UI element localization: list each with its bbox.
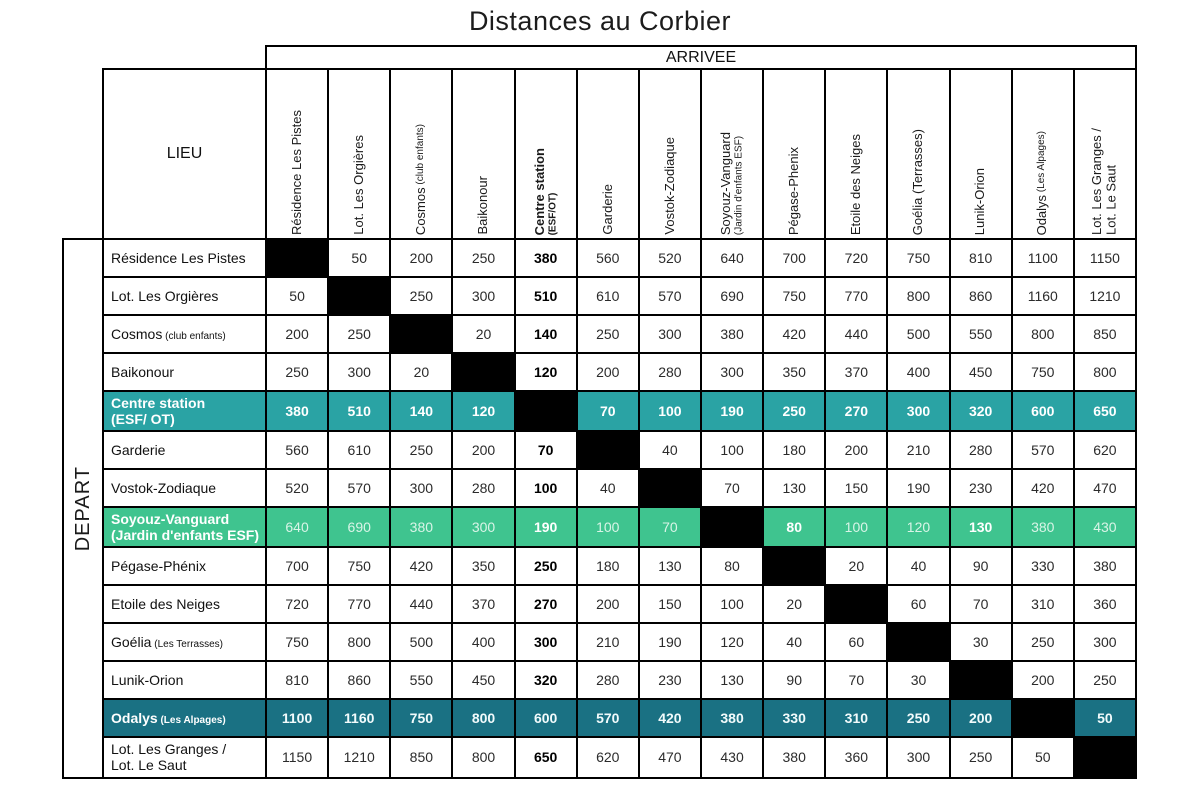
distance-cell: 720 [825, 239, 887, 277]
distance-cell: 200 [390, 239, 452, 277]
distance-cell: 100 [701, 431, 763, 469]
distance-cell: 350 [763, 353, 825, 391]
diagonal-cell [452, 353, 514, 391]
table-row-etoile-des-neiges [63, 585, 1136, 623]
distance-cell: 130 [639, 547, 701, 585]
distance-cell: 70 [515, 431, 577, 469]
distance-cell: 200 [266, 315, 328, 353]
distance-cell: 370 [452, 585, 514, 623]
row-label-soyouz-vanguard: Soyouz-Vanguard (Jardin d'enfants ESF) [103, 507, 266, 547]
distance-cell: 280 [950, 431, 1012, 469]
col-header-label: Résidence Les Pistes [288, 109, 304, 235]
diagonal-cell [825, 585, 887, 623]
col-header-label: Centre station (ESF/OT) [531, 147, 559, 235]
row-label-etoile-des-neiges: Etoile des Neiges [103, 585, 266, 623]
distance-cell: 300 [452, 507, 514, 547]
distance-cell: 300 [515, 623, 577, 661]
col-header-lot-les-granges [1074, 69, 1136, 239]
distance-cell: 770 [328, 585, 390, 623]
diagonal-cell [328, 277, 390, 315]
col-header-label: Soyouz-Vanguard (Jardin d'enfants ESF) [718, 131, 745, 235]
row-label-garderie: Garderie [103, 431, 266, 469]
distance-cell: 190 [887, 469, 949, 507]
col-header-label: Garderie [599, 184, 615, 235]
col-header-lunik-orion [950, 69, 1012, 239]
distance-cell: 470 [639, 737, 701, 777]
distance-cell: 1160 [328, 699, 390, 737]
distance-cell: 440 [390, 585, 452, 623]
distance-cell: 80 [701, 547, 763, 585]
distance-cell: 20 [825, 547, 887, 585]
distance-cell: 90 [763, 661, 825, 699]
distance-cell: 450 [452, 661, 514, 699]
distance-cell: 30 [950, 623, 1012, 661]
distance-cell: 190 [515, 507, 577, 547]
col-header-label: Lunik-Orion [972, 167, 988, 235]
distance-cell: 310 [825, 699, 887, 737]
distance-cell: 610 [328, 431, 390, 469]
distance-cell: 30 [887, 661, 949, 699]
distance-cell: 610 [577, 277, 639, 315]
row-label-r-sidence-les-pistes: Résidence Les Pistes [103, 239, 266, 277]
distance-cell: 230 [639, 661, 701, 699]
diagonal-cell [701, 507, 763, 547]
col-header-label: Odalys (Les Alpages) [1034, 130, 1050, 235]
distance-cell: 120 [887, 507, 949, 547]
arrivee-header: ARRIVEE [266, 46, 1136, 69]
distance-cell: 150 [639, 585, 701, 623]
row-label-odalys: Odalys (Les Alpages) [103, 699, 266, 737]
table-row-centre-station [63, 391, 1136, 431]
distance-cell: 640 [266, 507, 328, 547]
distance-cell: 750 [266, 623, 328, 661]
distance-cell: 640 [701, 239, 763, 277]
distance-cell: 300 [452, 277, 514, 315]
distance-cell: 130 [763, 469, 825, 507]
table-row-go-lia [63, 623, 1136, 661]
distance-cell: 750 [328, 547, 390, 585]
table-row-odalys [63, 699, 1136, 737]
row-label-go-lia: Goélia (Les Terrasses) [103, 623, 266, 661]
distance-cell: 550 [950, 315, 1012, 353]
distance-cell: 1150 [1074, 239, 1136, 277]
distance-cell: 700 [763, 239, 825, 277]
distance-cell: 550 [390, 661, 452, 699]
distance-cell: 350 [452, 547, 514, 585]
distance-cell: 200 [452, 431, 514, 469]
distance-cell: 570 [328, 469, 390, 507]
distance-cell: 20 [763, 585, 825, 623]
distance-cell: 130 [950, 507, 1012, 547]
col-header-go-lia-terrasses [887, 69, 949, 239]
distance-cell: 180 [577, 547, 639, 585]
distance-cell: 380 [266, 391, 328, 431]
row-label-lot-les-granges: Lot. Les Granges / Lot. Le Saut [103, 737, 266, 777]
distance-cell: 690 [328, 507, 390, 547]
distance-cell: 50 [1012, 737, 1074, 777]
distance-cell: 330 [1012, 547, 1074, 585]
distance-cell: 200 [577, 585, 639, 623]
distance-cell: 280 [639, 353, 701, 391]
distance-cell: 130 [701, 661, 763, 699]
distance-cell: 300 [887, 737, 949, 777]
distance-cell: 800 [328, 623, 390, 661]
diagonal-cell [1074, 737, 1136, 777]
distance-cell: 420 [639, 699, 701, 737]
table-row-r-sidence-les-pistes [63, 239, 1136, 277]
distance-cell: 300 [639, 315, 701, 353]
distance-cell: 650 [515, 737, 577, 777]
col-header-label: Lot. Les Orgières [350, 135, 366, 235]
col-header-label: Etoile des Neiges [848, 133, 864, 235]
distance-cell: 200 [577, 353, 639, 391]
distance-cell: 810 [266, 661, 328, 699]
distance-cell: 70 [950, 585, 1012, 623]
page-title: Distances au Corbier [468, 6, 732, 36]
distance-cell: 420 [390, 547, 452, 585]
distance-cell: 140 [390, 391, 452, 431]
table-row-lunik-orion [63, 661, 1136, 699]
diagonal-cell [1012, 699, 1074, 737]
distance-cell: 800 [452, 699, 514, 737]
distance-cell: 700 [266, 547, 328, 585]
distance-cell: 120 [452, 391, 514, 431]
distance-cell: 380 [1074, 547, 1136, 585]
distance-cell: 1210 [328, 737, 390, 777]
distance-cell: 500 [887, 315, 949, 353]
distance-cell: 60 [887, 585, 949, 623]
distance-cell: 90 [950, 547, 1012, 585]
col-header-label: Pégase-Phenix [785, 146, 801, 235]
distance-cell: 250 [328, 315, 390, 353]
distance-cell: 120 [515, 353, 577, 391]
distance-cell: 600 [515, 699, 577, 737]
diagonal-cell [390, 315, 452, 353]
distance-cell: 320 [515, 661, 577, 699]
distance-cell: 520 [639, 239, 701, 277]
col-header-p-gase-phenix [763, 69, 825, 239]
distance-cell: 360 [825, 737, 887, 777]
distance-cell: 70 [639, 507, 701, 547]
distance-cell: 1100 [266, 699, 328, 737]
distance-cell: 570 [639, 277, 701, 315]
lieu-header: LIEU [103, 69, 266, 239]
col-header-lot-les-orgi-res [328, 69, 390, 239]
distance-cell: 190 [639, 623, 701, 661]
distance-cell: 470 [1074, 469, 1136, 507]
distance-cell: 800 [1012, 315, 1074, 353]
table-row-baikonour [63, 353, 1136, 391]
distance-cell: 750 [763, 277, 825, 315]
distance-cell: 100 [639, 391, 701, 431]
distance-cell: 250 [515, 547, 577, 585]
distance-cell: 510 [328, 391, 390, 431]
distance-cell: 560 [577, 239, 639, 277]
distance-cell: 430 [1074, 507, 1136, 547]
distance-cell: 270 [825, 391, 887, 431]
distance-cell: 20 [390, 353, 452, 391]
distance-cell: 250 [763, 391, 825, 431]
diagonal-cell [266, 239, 328, 277]
depart-header [63, 239, 103, 778]
diagonal-cell [577, 431, 639, 469]
distance-cell: 380 [1012, 507, 1074, 547]
distance-cell: 70 [825, 661, 887, 699]
distance-cell: 300 [390, 469, 452, 507]
distance-cell: 400 [887, 353, 949, 391]
distance-cell: 420 [763, 315, 825, 353]
distance-cell: 860 [328, 661, 390, 699]
distance-cell: 380 [390, 507, 452, 547]
distance-cell: 320 [950, 391, 1012, 431]
distance-cell: 200 [1012, 661, 1074, 699]
distance-cell: 180 [763, 431, 825, 469]
row-label-baikonour: Baikonour [103, 353, 266, 391]
table-row-lot-les-granges [63, 737, 1136, 777]
distance-cell: 620 [1074, 431, 1136, 469]
distance-cell: 310 [1012, 585, 1074, 623]
distance-cell: 850 [1074, 315, 1136, 353]
distance-cell: 250 [390, 431, 452, 469]
diagonal-cell [887, 623, 949, 661]
distance-cell: 380 [701, 699, 763, 737]
distance-cell: 70 [577, 391, 639, 431]
distance-cell: 520 [266, 469, 328, 507]
distance-cell: 120 [701, 623, 763, 661]
spacer-cell [63, 46, 266, 69]
distance-cell: 650 [1074, 391, 1136, 431]
col-header-r-sidence-les-pistes [266, 69, 328, 239]
diagonal-cell [950, 661, 1012, 699]
distance-cell: 80 [763, 507, 825, 547]
distance-cell: 230 [950, 469, 1012, 507]
distance-cell: 800 [887, 277, 949, 315]
distance-cell: 50 [328, 239, 390, 277]
distance-cell: 600 [1012, 391, 1074, 431]
distance-cell: 210 [887, 431, 949, 469]
distance-cell: 280 [577, 661, 639, 699]
distance-cell: 360 [1074, 585, 1136, 623]
distance-cell: 500 [390, 623, 452, 661]
distance-cell: 200 [950, 699, 1012, 737]
row-label-cosmos: Cosmos (club enfants) [103, 315, 266, 353]
distance-cell: 250 [1012, 623, 1074, 661]
distance-cell: 250 [950, 737, 1012, 777]
column-header-row [63, 69, 1136, 239]
col-header-centre-station [515, 69, 577, 239]
distance-cell: 370 [825, 353, 887, 391]
col-header-label: Goélia (Terrasses) [910, 128, 926, 235]
table-row-lot-les-orgi-res [63, 277, 1136, 315]
distance-cell: 150 [825, 469, 887, 507]
distance-cell: 200 [825, 431, 887, 469]
distance-cell: 860 [950, 277, 1012, 315]
distance-cell: 560 [266, 431, 328, 469]
distance-cell: 250 [577, 315, 639, 353]
row-label-p-gase-ph-nix: Pégase-Phénix [103, 547, 266, 585]
distance-cell: 100 [825, 507, 887, 547]
distance-cell: 300 [701, 353, 763, 391]
diagonal-cell [639, 469, 701, 507]
table-row-cosmos [63, 315, 1136, 353]
row-label-vostok-zodiaque: Vostok-Zodiaque [103, 469, 266, 507]
col-header-vostok-zodiaque [639, 69, 701, 239]
distance-cell: 100 [515, 469, 577, 507]
distance-cell: 20 [452, 315, 514, 353]
distance-cell: 420 [1012, 469, 1074, 507]
distance-cell: 720 [266, 585, 328, 623]
spacer-cell [63, 69, 103, 239]
table-row-garderie [63, 431, 1136, 469]
distance-cell: 800 [452, 737, 514, 777]
distance-cell: 70 [701, 469, 763, 507]
distance-cell: 1160 [1012, 277, 1074, 315]
distance-cell: 800 [1074, 353, 1136, 391]
distance-cell: 1100 [1012, 239, 1074, 277]
row-label-lot-les-orgi-res: Lot. Les Orgières [103, 277, 266, 315]
col-header-label: Cosmos (club enfants) [413, 123, 429, 235]
distance-cell: 40 [887, 547, 949, 585]
distance-cell: 50 [1074, 699, 1136, 737]
distance-cell: 270 [515, 585, 577, 623]
distance-cell: 100 [577, 507, 639, 547]
arrivee-row [63, 46, 1136, 69]
distance-cell: 60 [825, 623, 887, 661]
col-header-cosmos [390, 69, 452, 239]
col-header-garderie [577, 69, 639, 239]
row-label-lunik-orion: Lunik-Orion [103, 661, 266, 699]
table-row-vostok-zodiaque [63, 469, 1136, 507]
col-header-odalys [1012, 69, 1074, 239]
col-header-soyouz-vanguard [701, 69, 763, 239]
col-header-label: Lot. Les Granges / Lot. Le Saut [1089, 128, 1119, 235]
distance-cell: 510 [515, 277, 577, 315]
distance-cell: 810 [950, 239, 1012, 277]
distance-cell: 380 [515, 239, 577, 277]
table-row-soyouz-vanguard [63, 507, 1136, 547]
col-header-etoile-des-neiges [825, 69, 887, 239]
distance-cell: 1150 [266, 737, 328, 777]
distance-cell: 380 [701, 315, 763, 353]
distance-cell: 300 [328, 353, 390, 391]
distance-cell: 40 [577, 469, 639, 507]
diagonal-cell [763, 547, 825, 585]
distance-cell: 380 [763, 737, 825, 777]
distance-cell: 210 [577, 623, 639, 661]
distance-cell: 250 [452, 239, 514, 277]
distance-cell: 250 [1074, 661, 1136, 699]
row-label-centre-station: Centre station (ESF/ OT) [103, 391, 266, 431]
distance-cell: 430 [701, 737, 763, 777]
distance-cell: 250 [266, 353, 328, 391]
distance-cell: 50 [266, 277, 328, 315]
distance-cell: 400 [452, 623, 514, 661]
distance-cell: 750 [390, 699, 452, 737]
distance-cell: 250 [390, 277, 452, 315]
depart-label: DEPART [71, 465, 94, 551]
table-row-p-gase-ph-nix [63, 547, 1136, 585]
distance-cell: 440 [825, 315, 887, 353]
distance-cell: 570 [1012, 431, 1074, 469]
distance-cell: 140 [515, 315, 577, 353]
distance-cell: 690 [701, 277, 763, 315]
distance-cell: 190 [701, 391, 763, 431]
distance-cell: 770 [825, 277, 887, 315]
distance-cell: 40 [639, 431, 701, 469]
col-header-label: Vostok-Zodiaque [661, 137, 677, 235]
distance-table [62, 45, 1137, 779]
distance-cell: 750 [1012, 353, 1074, 391]
distance-cell: 280 [452, 469, 514, 507]
distance-cell: 620 [577, 737, 639, 777]
distance-cell: 100 [701, 585, 763, 623]
distance-cell: 1210 [1074, 277, 1136, 315]
distance-cell: 850 [390, 737, 452, 777]
distance-cell: 450 [950, 353, 1012, 391]
col-header-baikonour [452, 69, 514, 239]
distance-cell: 250 [887, 699, 949, 737]
distance-cell: 570 [577, 699, 639, 737]
distance-cell: 300 [887, 391, 949, 431]
diagonal-cell [515, 391, 577, 431]
col-header-label: Baikonour [475, 176, 491, 235]
distance-cell: 750 [887, 239, 949, 277]
distance-cell: 330 [763, 699, 825, 737]
distance-cell: 300 [1074, 623, 1136, 661]
distance-cell: 40 [763, 623, 825, 661]
